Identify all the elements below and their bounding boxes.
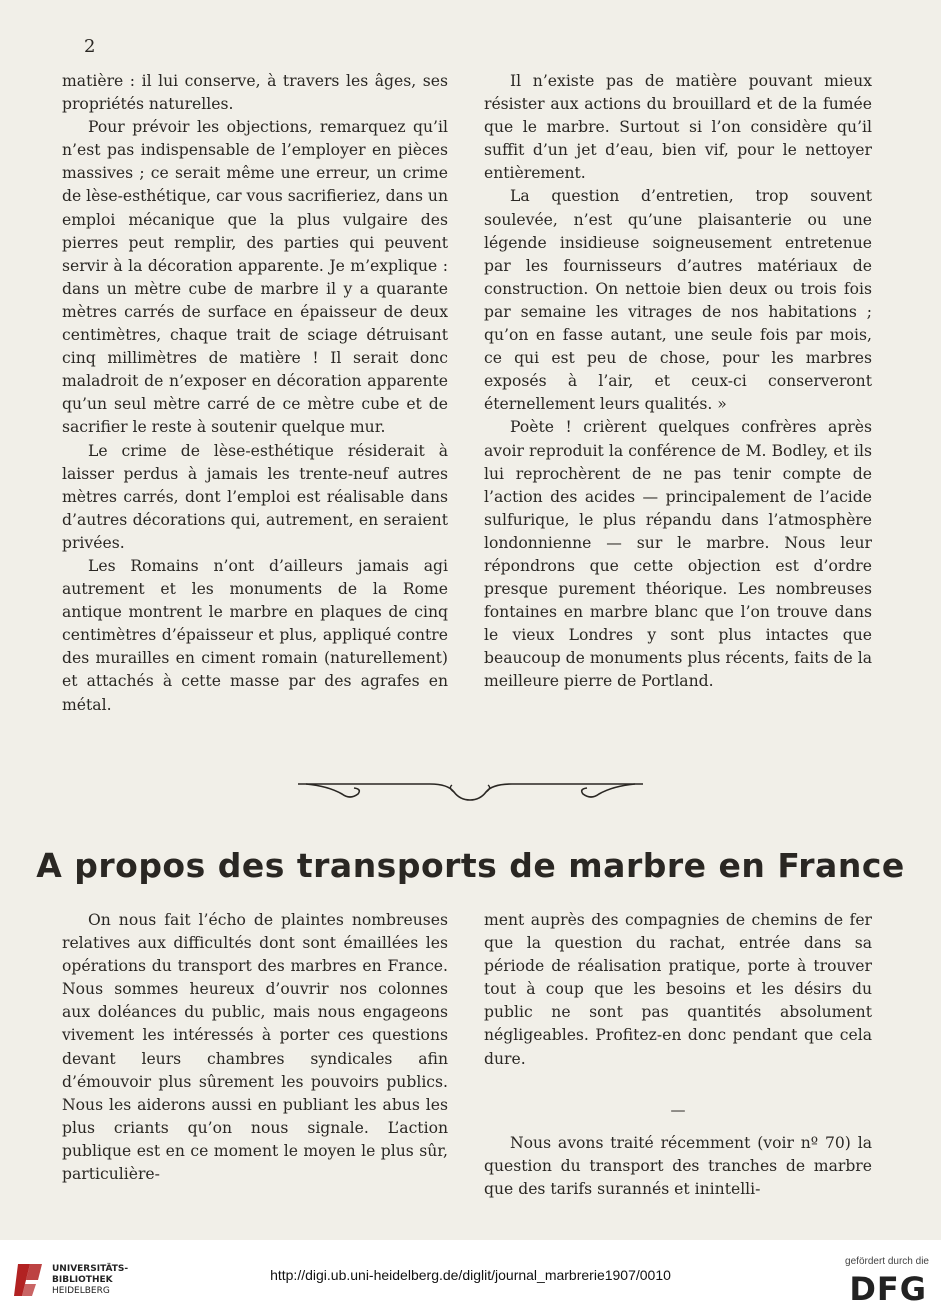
footer-bar [0,1240,941,1314]
funded-by-label: gefördert durch die [845,1256,929,1267]
paragraph: On nous fait l’écho de plaintes nombreuses relatives aux difficultés dont sont émaillées les opérations du transport des marbres en France. Nous sommes heureux d’ouvrir nos colonnes aux doléances du public, mais nous engageons vivement les intéressés à porter ces questions devant leurs chambres syndicales afin d’émouvoir plus sûrement les pouvoirs publics. Nous les aiderons aussi en publiant les abus les plus criants qu’on nous signale. L’action publique est en ce moment le moyen le plus sûr, particulière- [62,911,448,1184]
column-3 [62,909,448,1186]
ornamental-divider [298,774,643,808]
section-separator: — [670,1101,686,1119]
source-url-link[interactable]: http://digi.ub.uni-heidelberg.de/diglit/journal_marbrerie1907/0010 [270,1267,671,1283]
dfg-logo: DFG [849,1270,927,1308]
library-line-3: HEIDELBERG [52,1286,110,1296]
library-line-1: UNIVERSITÄTS- [52,1264,129,1274]
library-line-2: BIBLIOTHEK [52,1275,113,1285]
paragraph: Pour prévoir les objections, remarquez qu’il n’est pas indispensable de l’employer en pièces massives ; ce serait même une erreur, un crime de lèse-esthétique, car vous sacrifieriez, dans un emploi mécanique que la plus vulgaire des pierres peut remplir, des parties qui peuvent servir à la décoration apparente. Je m’explique : dans un mètre cube de marbre il y a quarante mètres carrés de surface en épaisseur de deux centimètres, chaque trait de sciage détruisant cinq millimètres de matière ! Il serait donc maladroit de n’exposer en décoration apparente qu’un seul mètre carré de ce mètre cube et de sacrifier le reste à soutenir quelque mur. [62,118,448,437]
paragraph: Les Romains n’ont d’ailleurs jamais agi autrement et les monuments de la Rome antique montrent le marbre en plaques de cinq centimètres d’épaisseur et plus, appliqué contre des murailles en ciment romain (naturellement) et attachés à cette masse par des agrafes en métal. [62,556,448,714]
column-1 [62,70,448,717]
column-2 [484,70,872,694]
column-4-continued [484,1132,872,1201]
paragraph: Poète ! crièrent quelques confrères après avoir reproduit la conférence de M. Bodley, et ils lui reprochèrent de ne pas tenir compte de l’action des acides — principalement de l’acide sulfurique, le plus répandu dans l’atmosphère londonnienne — sur le marbre. Nous leur répondrons que cette objection est d’ordre presque purement théorique. Les nombreuses fontaines en marbre blanc que l’on trouve dans le vieux Londres y sont plus intactes que beaucoup de monuments plus récents, faits de la meilleure pierre de Portland. [484,418,872,691]
paragraph: ment auprès des compagnies de chemins de fer que la question du rachat, entrée dans sa période de réalisation pratique, porte à trouver tout à coup que les besoins et les désirs du public ne sont pas quantités absolument négligeables. Profitez-en donc pendant que cela dure. [484,911,872,1068]
paragraph: La question d’entretien, trop souvent soulevée, n’est qu’une plaisanterie ou une légende insidieuse soigneusement entretenue par les fournisseurs d’autres matériaux de construction. On nettoie bien deux ou trois fois par semaine les vitrages de nos habitations ; qu’on en fasse autant, une seule fois par mois, ce qui est peu de chose, pour les marbres exposés à l’air, et ceux-ci conserveront éternellement leurs qualités. » [484,187,872,414]
paragraph: Il n’existe pas de matière pouvant mieux résister aux actions du brouillard et de la fumée que le marbre. Surtout si l’on considère qu’il suffit d’un jet d’eau, bien vif, pour le nettoyer entièrement. [484,72,872,183]
article-title: A propos des transports de marbre en France [36,846,905,885]
paragraph: matière : il lui conserve, à travers les âges, ses propriétés naturelles. [62,72,448,114]
column-4 [484,909,872,1071]
paragraph: Le crime de lèse-esthétique résiderait à laisser perdus à jamais les trente-neuf autres mètres carrés, dont l’emploi est réalisable dans d’autres décorations qui, autrement, en seraient privées. [62,441,448,552]
page-number: 2 [84,36,96,57]
paragraph: Nous avons traité récemment (voir nº 70) la question du transport des tranches de marbre que des tarifs surannés et inintelli- [484,1134,872,1199]
